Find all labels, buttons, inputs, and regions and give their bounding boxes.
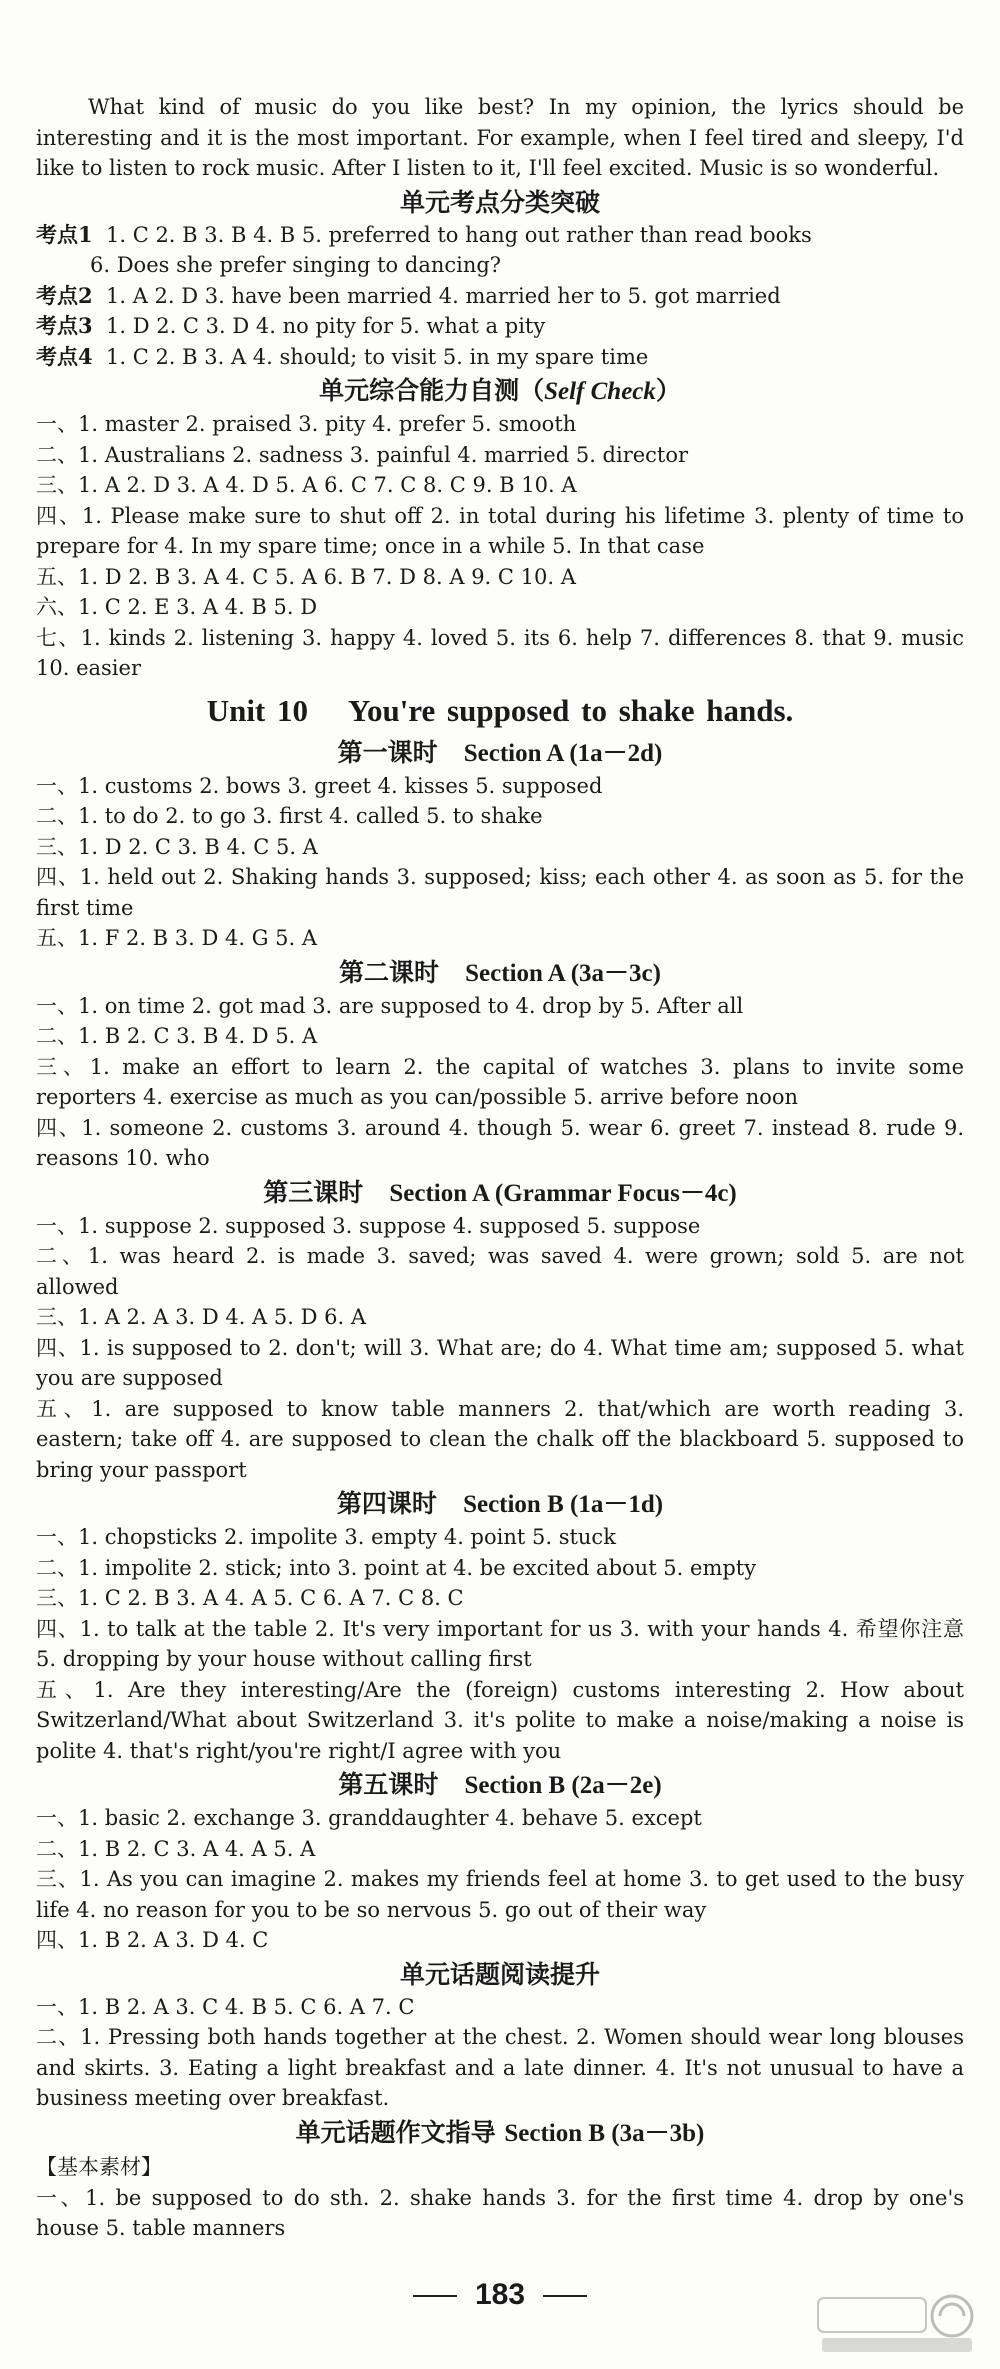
row-text: 1. C 2. B 3. B 4. B 5. preferred to hang out rather than read books <box>105 222 812 247</box>
unit-number: Unit 10 <box>206 692 309 728</box>
row-text: 1. on time 2. got mad 3. are supposed to 4. drop by 5. After all <box>78 993 744 1018</box>
row-text: 1. B 2. C 3. B 4. D 5. A <box>78 1024 318 1048</box>
material-tag: 【基本素材】 <box>36 2154 162 2179</box>
answer-row <box>36 1021 964 1052</box>
row-label: 五、 <box>36 1396 92 1421</box>
lesson-3-title <box>36 1176 964 1211</box>
writing-en: Section B (3a－3b) <box>504 2119 705 2147</box>
answer-row <box>36 311 964 342</box>
lesson-cn: 第三课时 <box>263 1177 364 1207</box>
row-text: 1. C 2. E 3. A 4. B 5. D <box>78 595 318 619</box>
row-text: 1. suppose 2. supposed 3. suppose 4. supposed 5. suppose <box>78 1213 701 1238</box>
lesson-1-title <box>36 736 964 771</box>
row-label: 一、 <box>36 2185 86 2210</box>
answer-row <box>36 1583 964 1614</box>
answer-row <box>36 771 964 802</box>
row-label: 四、 <box>36 1335 80 1360</box>
row-text: 1. B 2. A 3. D 4. C <box>78 1928 269 1952</box>
answer-row <box>36 862 964 923</box>
row-text: 1. A 2. A 3. D 4. A 5. D 6. A <box>78 1305 366 1329</box>
row-text: 1. to do 2. to go 3. first 4. called 5. to shake <box>78 804 543 828</box>
answer-row <box>36 250 964 281</box>
answer-row <box>36 1241 964 1302</box>
row-label: 三、 <box>36 1586 78 1610</box>
answer-row <box>36 801 964 832</box>
row-text: 1. are supposed to know table manners 2. that/which are worth reading 3. eastern; take off 4. are supposed to clean the chalk off the blackboard 5. supposed to bring your passport <box>36 1396 965 1482</box>
row-text: 1. Pressing both hands together at the chest. 2. Women should wear long blouses and skirts. 3. Eating a light breakfast and a late dinner. 4. It's not unusual to have a business meeting over breakfast. <box>36 2025 964 2110</box>
page-number-text: 183 <box>474 2278 526 2311</box>
row-text: 1. D 2. C 3. D 4. no pity for 5. what a pity <box>105 314 546 338</box>
row-label: 四、 <box>36 1115 82 1140</box>
lesson-en: Section B (1a－1d) <box>463 1491 664 1518</box>
lesson-en: Section A (Grammar Focus－4c) <box>389 1179 737 1207</box>
row-label: 四、 <box>36 865 80 889</box>
answer-row <box>36 470 964 501</box>
row-text: 1. master 2. praised 3. pity 4. prefer 5. smooth <box>78 412 577 436</box>
answer-row <box>36 1394 964 1486</box>
lesson-en: Section B (2a－2e) <box>464 1772 662 1799</box>
answer-row <box>36 1834 964 1865</box>
row-label: 考点1 <box>36 221 93 247</box>
lesson-4-title <box>36 1487 964 1522</box>
unit-points-list <box>36 220 964 373</box>
row-label: 三、 <box>36 1867 80 1891</box>
row-text: 1. someone 2. customs 3. around 4. though 5. wear 6. greet 7. instead 8. rude 9. reasons 10. who <box>36 1115 965 1170</box>
unit-title <box>36 688 964 734</box>
row-label: 一、 <box>36 993 78 1018</box>
row-text: 1. Australians 2. sadness 3. painful 4. married 5. director <box>78 442 689 467</box>
answer-row <box>36 2183 964 2244</box>
answer-row <box>36 592 964 623</box>
row-label: 三、 <box>36 834 78 859</box>
row-label: 一、 <box>36 1525 78 1549</box>
row-text: 1. Please make sure to shut off 2. in total during his lifetime 3. plenty of time to prepare for 4. In my spare time; once in a while 5. In that case <box>36 503 964 558</box>
row-text: 1. be supposed to do sth. 2. shake hands 3. for the first time 4. drop by one's house 5. table manners <box>36 2185 964 2240</box>
lesson-cn: 第五课时 <box>338 1770 439 1799</box>
row-label: 考点2 <box>36 282 93 308</box>
answer-row <box>36 1803 964 1834</box>
row-text: 1. C 2. B 3. A 4. A 5. C 6. A 7. C 8. C <box>78 1586 464 1610</box>
row-label: 考点3 <box>36 313 93 338</box>
row-text: 1. customs 2. bows 3. greet 4. kisses 5. supposed <box>78 773 603 798</box>
lesson-cn: 第一课时 <box>337 737 438 767</box>
answer-row <box>36 440 964 471</box>
row-label: 二、 <box>36 1244 88 1268</box>
answer-row <box>36 1553 964 1584</box>
lesson-5-list <box>36 1803 964 1956</box>
row-text: 1. D 2. B 3. A 4. C 5. A 6. B 7. D 8. A 9. C 10. A <box>78 564 576 589</box>
row-label: 四、 <box>36 503 82 528</box>
row-text: 1. basic 2. exchange 3. granddaughter 4. behave 5. except <box>78 1806 702 1830</box>
row-label: 二、 <box>36 1024 78 1048</box>
lesson-2-title <box>36 956 964 991</box>
row-text: 1. As you can imagine 2. makes my friends feel at home 3. to get used to the busy life 4. no reason for you to be so nervous 5. go out of their way <box>36 1867 965 1922</box>
lesson-4-list <box>36 1522 964 1766</box>
row-text: 1. Are they interesting/Are the (foreign) customs interesting 2. How about Switzerland/What about Switzerland 3. it's polite to make a noise/making a noise is polite 4. that's right/you're right/I agree with you <box>36 1677 964 1763</box>
row-label: 三、 <box>36 1305 78 1329</box>
lesson-1-list <box>36 771 964 954</box>
writing-list <box>36 2183 964 2244</box>
title-end: ） <box>655 376 681 405</box>
row-label: 三、 <box>36 473 78 497</box>
row-label: 三、 <box>36 1054 90 1079</box>
writing-title <box>36 2116 964 2151</box>
self-check-title <box>36 374 964 409</box>
row-label: 考点4 <box>36 343 93 369</box>
answer-row <box>36 832 964 863</box>
row-text: 1. impolite 2. stick; into 3. point at 4. be excited about 5. empty <box>78 1555 757 1580</box>
row-text: 6. Does she prefer singing to dancing? <box>90 253 502 277</box>
row-label: 七、 <box>36 625 81 650</box>
watermark-logo-icon <box>812 2292 982 2358</box>
answer-row <box>36 1614 964 1675</box>
lesson-cn: 第四课时 <box>336 1489 437 1518</box>
row-label: 一、 <box>36 773 78 798</box>
row-label: 四、 <box>36 1928 78 1952</box>
answer-row <box>36 1522 964 1553</box>
lesson-3-list <box>36 1211 964 1486</box>
answer-row <box>36 1992 964 2023</box>
reading-title: 单元话题阅读提升 <box>399 1959 600 1989</box>
lesson-2-list <box>36 991 964 1174</box>
row-text: 1. A 2. D 3. have been married 4. married her to 5. got married <box>105 283 781 308</box>
answer-row <box>36 342 964 373</box>
row-label: 五、 <box>36 1677 94 1702</box>
self-check-list <box>36 409 964 684</box>
answer-row <box>36 409 964 440</box>
row-text: 1. chopsticks 2. impolite 3. empty 4. point 5. stuck <box>78 1525 616 1549</box>
row-label: 五、 <box>36 926 78 950</box>
row-label: 二、 <box>36 1836 78 1861</box>
row-label: 四、 <box>36 1616 80 1641</box>
answer-row <box>36 562 964 593</box>
row-label: 二、 <box>36 2025 81 2049</box>
answer-row <box>36 991 964 1022</box>
row-label: 二、 <box>36 442 78 467</box>
intro-paragraph: What kind of music do you like best? In my opinion, the lyrics should be interesting and it is the most important. For example, when I feel tired and sleepy, I'd like to listen to rock music. After I listen to it, I'll feel excited. Music is so wonderful. <box>36 95 964 180</box>
row-text: 1. to talk at the table 2. It's very important for us 3. with your hands 4. 希望你注意 5. dropping by your house without calling first <box>36 1616 965 1671</box>
answer-row <box>36 923 964 954</box>
row-text: 1. B 2. C 3. A 4. A 5. A <box>78 1836 316 1861</box>
unit-name: You're supposed to shake hands. <box>348 692 794 728</box>
row-label: 五、 <box>36 564 78 589</box>
page-content <box>36 92 964 2244</box>
lesson-cn: 第二课时 <box>339 957 440 987</box>
row-text: 1. B 2. A 3. C 4. B 5. C 6. A 7. C <box>78 1994 415 2019</box>
row-text: 1. F 2. B 3. D 4. G 5. A <box>78 926 318 950</box>
row-text: 1. is supposed to 2. don't; will 3. What are; do 4. What time am; supposed 5. what you are supposed <box>36 1335 965 1390</box>
answer-row <box>36 281 964 312</box>
answer-row <box>36 1333 964 1394</box>
answer-row <box>36 220 964 251</box>
unit-points-title: 单元考点分类突破 <box>399 187 600 217</box>
answer-row <box>36 501 964 562</box>
lesson-en: Section A (3a－3c) <box>465 959 661 987</box>
row-text: 1. make an effort to learn 2. the capital of watches 3. plans to invite some reporters 4. exercise as much as you can/possible 5. arrive before noon <box>36 1054 965 1109</box>
answer-row <box>36 1211 964 1242</box>
answer-row <box>36 1113 964 1174</box>
reading-list <box>36 1992 964 2114</box>
writing-cn: 单元话题作文指导 <box>295 2117 496 2147</box>
row-label: 二、 <box>36 1555 78 1580</box>
row-text: 1. kinds 2. listening 3. happy 4. loved 5. its 6. help 7. differences 8. that 9. music 10. easier <box>36 625 964 680</box>
row-label: 一、 <box>36 412 78 436</box>
answer-row <box>36 2022 964 2114</box>
row-text: 1. D 2. C 3. B 4. C 5. A <box>78 834 318 859</box>
answer-row <box>36 623 964 684</box>
lesson-en: Section A (1a－2d) <box>463 739 663 767</box>
answer-row <box>36 1675 964 1767</box>
row-label: 一、 <box>36 1994 78 2019</box>
title-cn: 单元综合能力自测（ <box>319 376 545 405</box>
row-label: 二、 <box>36 804 78 828</box>
row-text: 1. held out 2. Shaking hands 3. supposed; kiss; each other 4. as soon as 5. for the first time <box>36 865 965 920</box>
answer-row <box>36 1864 964 1925</box>
lesson-5-title <box>36 1768 964 1803</box>
title-en: Self Check <box>544 378 656 405</box>
row-text: 1. was heard 2. is made 3. saved; was saved 4. were grown; sold 5. are not allowed <box>36 1244 964 1299</box>
row-label: 六、 <box>36 595 78 619</box>
row-text: 1. A 2. D 3. A 4. D 5. A 6. C 7. C 8. C 9. B 10. A <box>78 473 577 497</box>
row-label: 一、 <box>36 1213 78 1238</box>
row-label: 一、 <box>36 1806 78 1830</box>
answer-row <box>36 1925 964 1956</box>
answer-row <box>36 1052 964 1113</box>
row-text: 1. C 2. B 3. A 4. should; to visit 5. in my spare time <box>105 344 649 369</box>
answer-row <box>36 1302 964 1333</box>
